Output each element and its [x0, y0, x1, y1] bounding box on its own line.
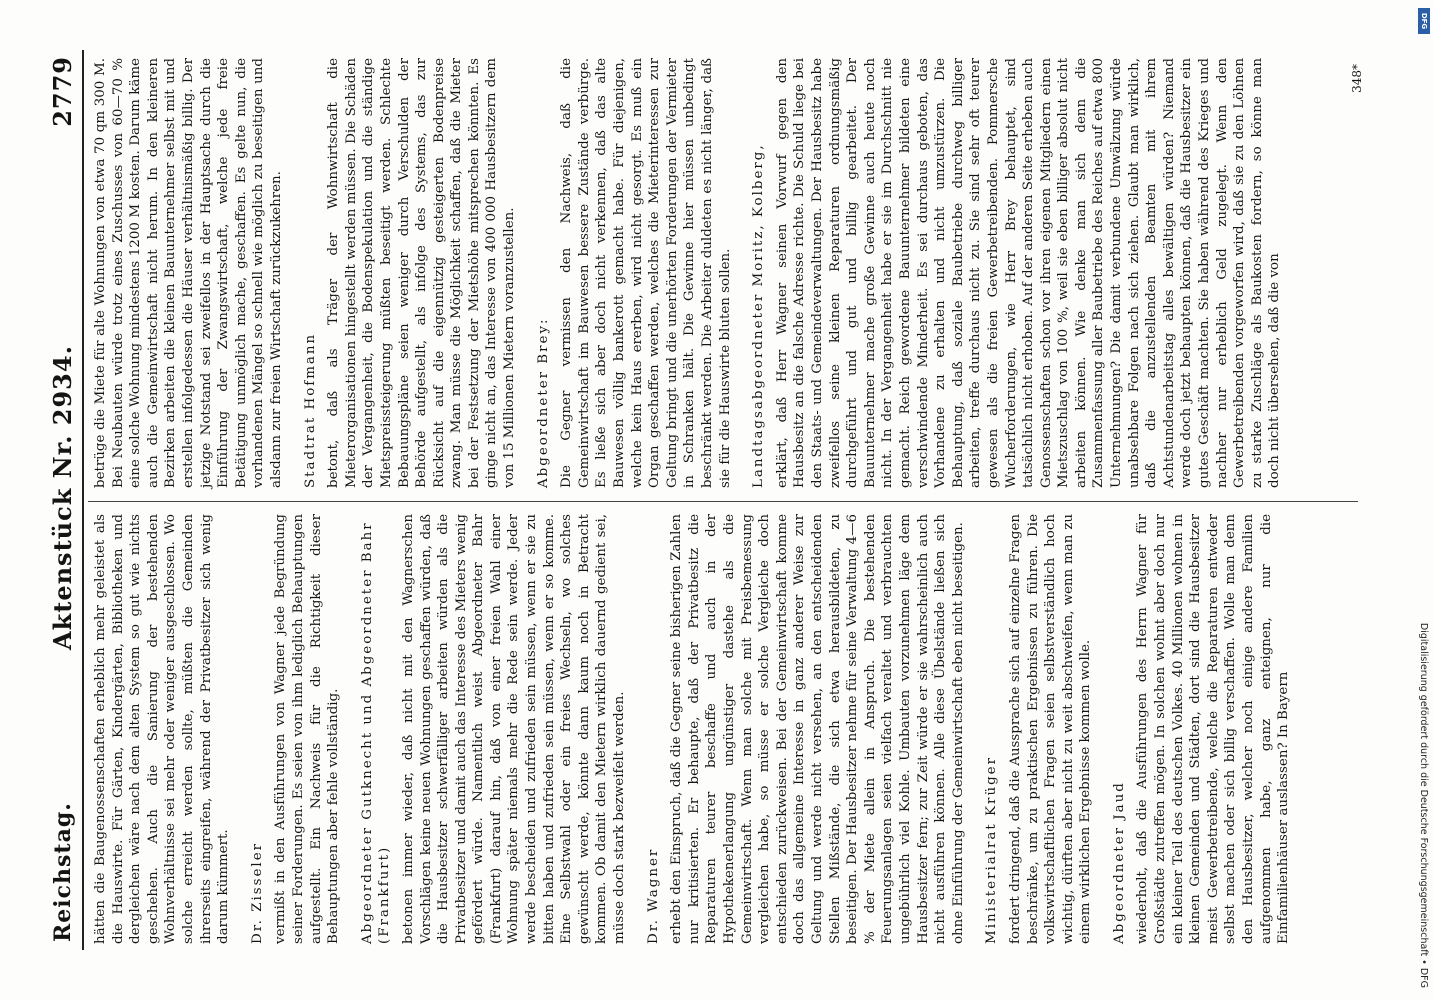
running-head	[44, 50, 84, 950]
paragraph: betont, daß als Träger der Wohnwirtschaft die Mieterorganisationen hingestellt werden müssen. Die Schäden der Vergangenheit, die Bodenspekulation und die ständige Mietspreissteigerung müßten beseitigt werden. Schlechte Bebauungspläne seien weniger durch Verschulden der Behörde aufgestellt, als infolge des Systems, das zur Rücksicht auf die eigennützig gesteigerten Bodenpreise zwang. Man müsse die Möglichkeit schaffen, daß die Mieter bei der Festsetzung der Mietshöhe mitsprechen könnten. Es ginge nicht an, das Interesse von 400 000 Hausbesitzern dem von 15 Millionen Mietern voranzustellen.	[326, 58, 518, 488]
paragraph: hätten die Baugenossenschaften erheblich mehr geleistet als die Hauswirte. Für Gärten, Kindergärten, Bibliotheken und dergleichen wäre nach dem alten System so gut wie nichts geschehen. Auch die Sanierung der bestehenden Wohnverhältnisse sei mehr oder weniger ausgeschlossen. Wo solche erreicht werden sollte, müßten die Gemeinden ihrerseits eingreifen, während der Privatbesitzer sich wenig darum kümmert.	[93, 514, 232, 944]
dfg-logo-text: DFG	[1420, 12, 1428, 30]
page-number: 2779	[48, 56, 77, 127]
paragraph: erklärt, daß Herr Wagner seinen Vorwurf gegen den Hausbesitz an die falsche Adresse richte. Die Schuld liege bei den Staats- und Gemeindeverwaltungen. Der Hausbesitz habe zweifellos seine kleinen Reparaturen ordnungsmäßig durchgeführt und gut und billig gearbeitet. Der Bauunternehmer mache große Gewinne auch heute noch nicht. In der Vergangenheit habe er sie im Durchschnitt nie gemacht. Reich gewordene Bauunternehmer bildeten eine verschwindende Minderheit. Es sei durchaus geboten, das Vorhandene zu erhalten und nicht umzustürzen. Die Behauptung, daß soziale Baubetriebe durchweg billiger arbeiten, treffe durchaus nicht zu. Sie sind sehr oft teurer gewesen als die freien Gewerbetreibenden. Pommersche Wucherforderungen, wie Herr Brey behauptet, sind tatsächlich nicht erhoben. Auf der anderen Seite erheben auch Genossenschaften schon vor ihren eigenen Mitgliedern einen Mietszuschlag von 100 %, weil sie eben billiger absolut nicht arbeiten können. Wie denke man sich denn die Zusammenfassung aller Baubetriebe des Reiches auf etwa 800 Unternehmungen? Die damit verbundene Umwälzung würde unabsehbare Folgen nach sich ziehen. Glaubt man wirklich, daß die anzustellenden Beamten mit ihrem Achtstundenarbeitstag alles bewältigen würden? Niemand werde doch jetzt behaupten können, daß die Hausbesitzer ein gutes Geschäft machten. Sie haben während des Krieges und nachher nur erheblich Geld zugelegt. Wenn den Gewerbetreibenden vorgeworfen wird, daß sie zu den Löhnen zu starke Zuschläge als Baukosten fordern, so könne man doch nicht übersehen, daß die von	[774, 58, 1283, 488]
paragraph: vermißt in den Ausführungen von Wagner jede Begründung seiner Forderungen. Es seien von ihm lediglich Behauptungen aufgestellt. Ein Nachweis für die Richtigkeit dieser Behauptungen aber fehle vollständig.	[273, 514, 342, 944]
paragraph: wiederholt, daß die Ausführungen des Herrn Wagner für Großstädte zutreffen mögen. In solchen wohnt aber doch nur ein kleiner Teil des deutschen Volkes. 40 Millionen wohnen in kleinen Gemeinden und Städten, dort sind die Hausbesitzer meist Gewerbetreibende, welche die Reparaturen entweder selbst machen oder sich billig verschaffen. Wolle man denn den Hausbesitzer, welcher noch einige andere Familien aufgenommen habe, ganz enteignen, nur die Einfamilienhäuser auslassen? In Bayern	[1135, 514, 1292, 944]
header-title: Aktenstück Nr. 2934.	[48, 345, 77, 650]
credit-text: Digitalisierung gefördert durch die Deutsche Forschungsgemeinschaft • DFG	[1418, 622, 1429, 988]
paragraph: Die Gegner vermissen den Nachweis, daß die Gemeinwirtschaft im Bauwesen bessere Zustände verbürge. Es ließe sich aber doch nicht verkennen, daß das alte Bauwesen völlig bankerott gemacht habe. Für diejenigen, welche kein Haus ererben, wird nicht gesorgt. Es muß ein Organ geschaffen werden, welches die Mieterinteressen zur Geltung bringt und die unerhörten Forderungen der Vermieter in Schranken hält. Die Gewinne hier müssen unbedingt beschränkt werden. Die Arbeiter duldeten es nicht länger, daß sie für die Hauswirte bluten sollen.	[559, 58, 733, 488]
digitization-credit	[1416, 8, 1430, 988]
paragraph: erhebt den Einspruch, daß die Gegner seine bisherigen Zahlen nur kritisierten. Er behaupte, daß der Privatbesitz die Reparaturen teurer beschaffe und auch in der Hypothekenerlangung ungünstiger dastehe als die Gemeinwirtschaft. Wenn man solche mit Preisbemessung vergleichen habe, so müsse er solche Vergleiche doch entschieden zurückweisen. Bei der Gemeinwirtschaft komme doch das allgemeine Interesse in ganz anderer Weise zur Geltung und werde nicht versehen, an den entscheidenden Stellen Mißstände, die sich etwa herausbildeten, zu beseitigen. Der Hausbesitzer nehme für seine Verwaltung 4—6 % der Miete allein in Anspruch. Die bestehenden Feuerungsanlagen seien vielfach veraltet und verbrauchten ungebührlich viel Kohle. Umbauten vorzunehmen läge dem Hausbesitzer fern; zur Zeit würde er sie wahrscheinlich auch nicht ausführen können. Alle diese Übelstände ließen sich ohne Einführung der Gemeinwirtschaft eben nicht beseitigen.	[669, 514, 966, 944]
column-divider	[88, 501, 1358, 502]
header-left: Reichstag.	[50, 802, 76, 942]
right-column	[92, 58, 1288, 488]
speaker-heading: Abgeordneter Brey:	[535, 317, 551, 488]
speaker-heading: Ministerialrat Krüger	[984, 756, 1000, 944]
speaker-heading: Abgeordneter Gutknecht und Abgeordneter Bahr (Frankfurt)	[359, 521, 393, 944]
speaker-heading: Dr. Wagner	[645, 847, 661, 944]
speaker-heading: Abgeordneter Jaud	[1111, 781, 1127, 944]
left-column	[92, 514, 1297, 944]
signature-mark: 348*	[1350, 64, 1364, 93]
paragraph: betonen immer wieder, daß nicht mit den Wagnerschen Vorschlägen keine neuen Wohnungen geschaffen würden, daß die Hausbesitzer schwerfälliger arbeiten würden als die Privatbesitzer und damit auch das Interesse des Mieters wenig gefördert würde. Namentlich weist Abgeordneter Bahr (Frankfurt) darauf hin, daß von einer freien Wahl einer Wohnung später niemals mehr die Rede sein werde. Jeder werde bescheiden und zufrieden sein müssen, wenn er sie zu bitten haben und zufrieden sein müssen, wenn er so komme. Eine Selbstwahl oder ein freies Wechseln, wo solches gewünscht werde, könnte dann kaum noch in Betracht kommen. Ob damit den Mietern wirklich dauernd gedient sei, müsse doch stark bezweifelt werden.	[400, 514, 628, 944]
speaker-heading: Landtagsabgeordneter Moritz, Kolberg,	[751, 143, 767, 488]
paragraph: fordert dringend, daß die Aussprache sich auf einzelne Fragen beschränke, um zu praktischen Ergebnissen zu führen. Die volkswirtschaftlichen Fragen seien selbstverständlich hoch wichtig, dürften aber nicht zu weit abschweifen, wenn man zu einem wirklichen Ergebnisse kommen wolle.	[1007, 514, 1094, 944]
rotated-page	[44, 50, 1374, 950]
speaker-heading: Stadtrat Hofmann	[302, 332, 318, 488]
paragraph: betrüge die Miete für alte Wohnungen von etwa 70 qm 300 M. Bei Neubauten würde trotz eines Zuschusses von 60—70 % eine solche Wohnung mindestens 1200 M kosten. Darum käme auch die Gemeinwirtschaft nicht herum. In den kleineren Bezirken arbeiten die kleinen Bauunternehmer selbst mit und erstellen infolgedessen die Häuser verhältnismäßig billig. Der jetzige Notstand sei zweifellos in der Hauptsache durch die Einführung der Zwangswirtschaft, welche jede freie Betätigung unmöglich mache, geschaffen. Es gelte nun, die vorhandenen Mängel so schnell wie möglich zu beseitigen und alsdann zur freien Wirtschaft zurückzukehren.	[93, 58, 284, 488]
speaker-heading: Dr. Zisseler	[249, 841, 265, 944]
